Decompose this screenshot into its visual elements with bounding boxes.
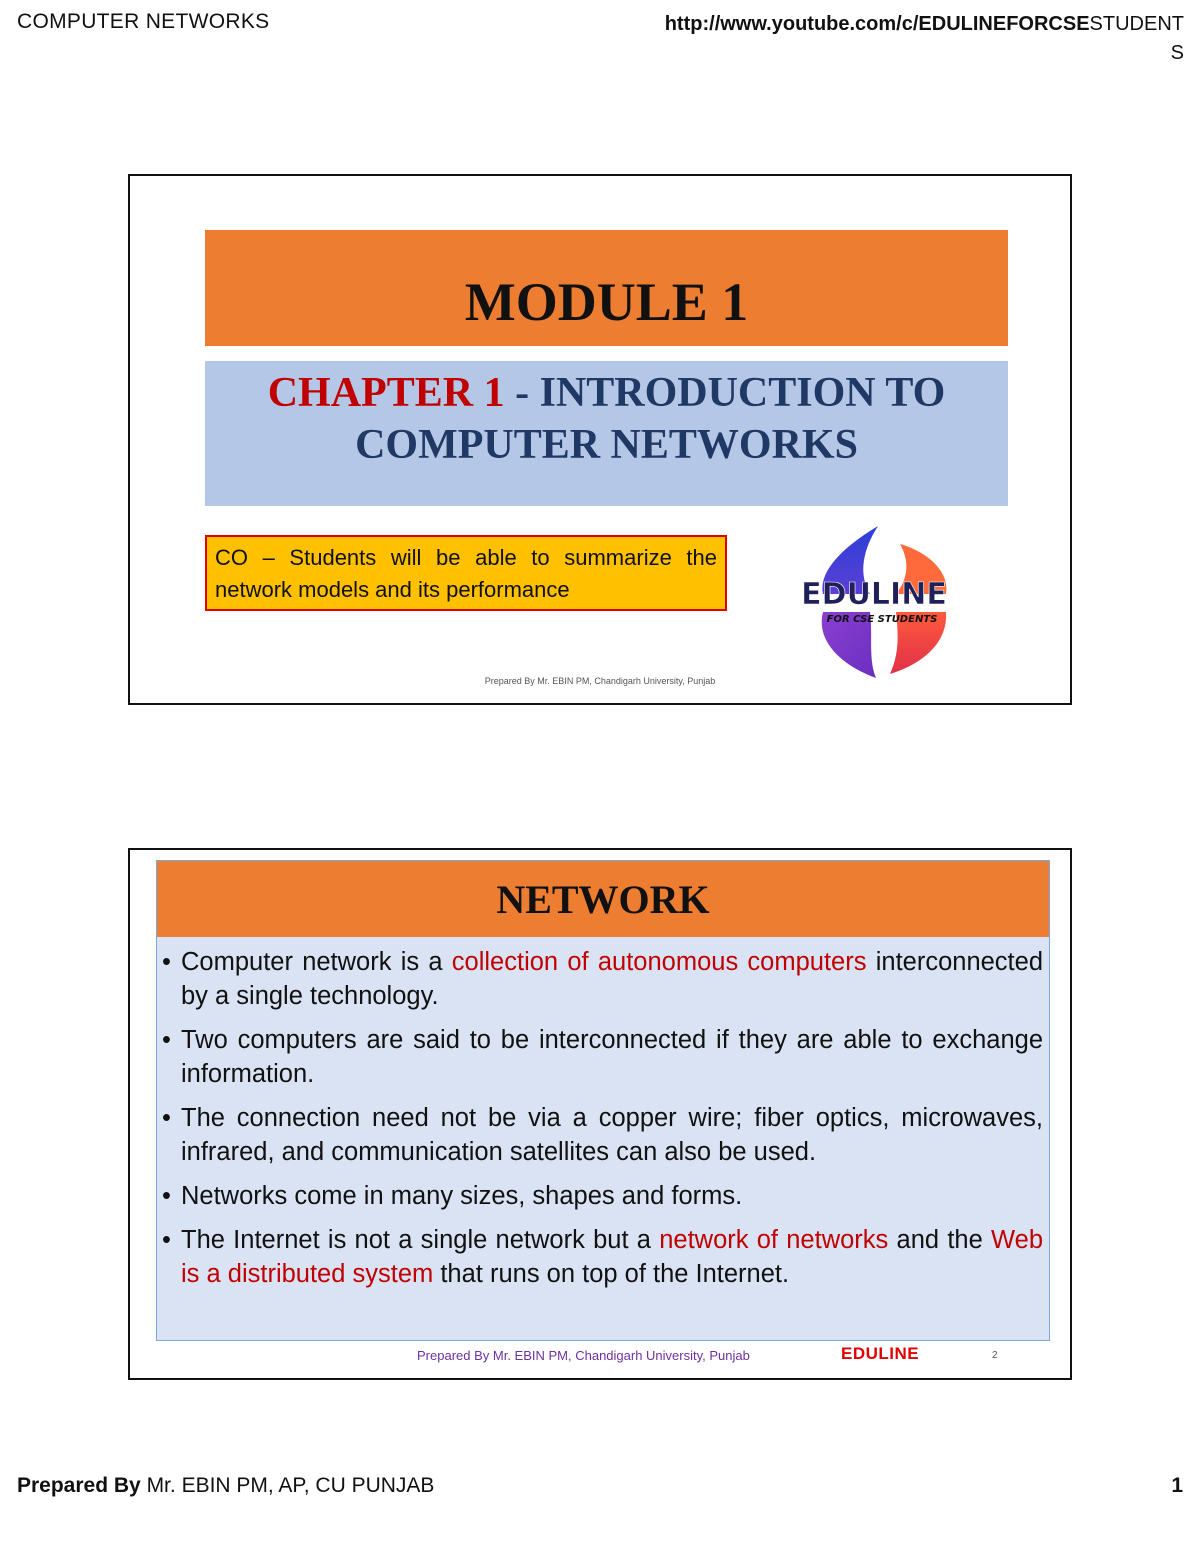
network-bullet-list	[159, 945, 1043, 1301]
page-header-title: COMPUTER NETWORKS	[17, 10, 270, 33]
bullet-icon: •	[162, 1226, 171, 1254]
chapter-title-line1: - INTRODUCTION TO	[504, 370, 946, 416]
chapter-title	[205, 367, 1008, 471]
logo-subtext: FOR CSE STUDENTS	[826, 614, 938, 625]
chapter-title-line2: COMPUTER NETWORKS	[355, 422, 858, 468]
bullet-item	[159, 945, 1043, 1013]
slide2-brand: EDULINE	[841, 1344, 920, 1363]
slide2-credit: Prepared By Mr. EBIN PM, Chandigarh University, Punjab	[417, 1348, 750, 1363]
module-banner	[205, 230, 1008, 346]
bullet-icon: •	[162, 1026, 171, 1054]
page-number: 1	[1171, 1474, 1183, 1497]
bullet-highlight: network of networks	[659, 1226, 889, 1254]
eduline-logo	[778, 524, 968, 680]
bullet-item	[159, 1179, 1043, 1213]
bullet-text: The connection need not be via a copper wire; fiber optics, microwaves, infrared, and communication satellites can also be used.	[181, 1104, 1043, 1166]
bullet-icon: •	[162, 948, 171, 976]
slide-2	[128, 848, 1072, 1380]
bullet-text: Networks come in many sizes, shapes and forms.	[181, 1182, 743, 1210]
bullet-item	[159, 1101, 1043, 1169]
slide-number: 2	[992, 1350, 998, 1361]
header-url-text[interactable]: http://www.youtube.com/c/EDULINEFORCSE	[664, 13, 1090, 35]
bullet-item	[159, 1223, 1043, 1291]
bullet-icon: •	[162, 1104, 171, 1132]
bullet-item	[159, 1023, 1043, 1091]
bullet-text: that runs on top of the Internet.	[433, 1260, 790, 1288]
bullet-text: interconnected by a single technology.	[181, 948, 1044, 1010]
page-footer-credit	[17, 1474, 434, 1498]
footer-credit-text: Mr. EBIN PM, AP, CU PUNJAB	[140, 1474, 435, 1497]
bullet-text: and the	[888, 1226, 992, 1254]
network-title: NETWORK	[496, 877, 710, 922]
chapter-banner	[205, 361, 1008, 506]
bullet-text: The Internet is not a single network but a	[181, 1226, 660, 1254]
bullet-icon: •	[162, 1182, 171, 1210]
bullet-text: Computer network is a	[181, 948, 452, 976]
bullet-text: Two computers are said to be interconnected if they are able to exchange information.	[181, 1026, 1043, 1088]
slide1-credit: Prepared By Mr. EBIN PM, Chandigarh University, Punjab	[484, 676, 716, 686]
page-header-url	[664, 10, 1184, 68]
bullet-highlight: collection of autonomous computers	[451, 948, 867, 976]
logo-text: EDULINE	[801, 577, 947, 612]
network-banner	[157, 861, 1049, 937]
slide-1	[128, 174, 1072, 705]
module-title: MODULE 1	[464, 272, 749, 332]
chapter-number: CHAPTER 1	[267, 370, 505, 416]
footer-prefix: Prepared By	[17, 1474, 141, 1497]
bullet-highlight: Web is a distributed system	[181, 1226, 1044, 1288]
course-outcome-box: CO – Students will be able to summarize the network models and its performance	[205, 535, 727, 611]
header-url-line2: STUDENTS	[1089, 13, 1184, 64]
network-panel	[156, 860, 1050, 1341]
